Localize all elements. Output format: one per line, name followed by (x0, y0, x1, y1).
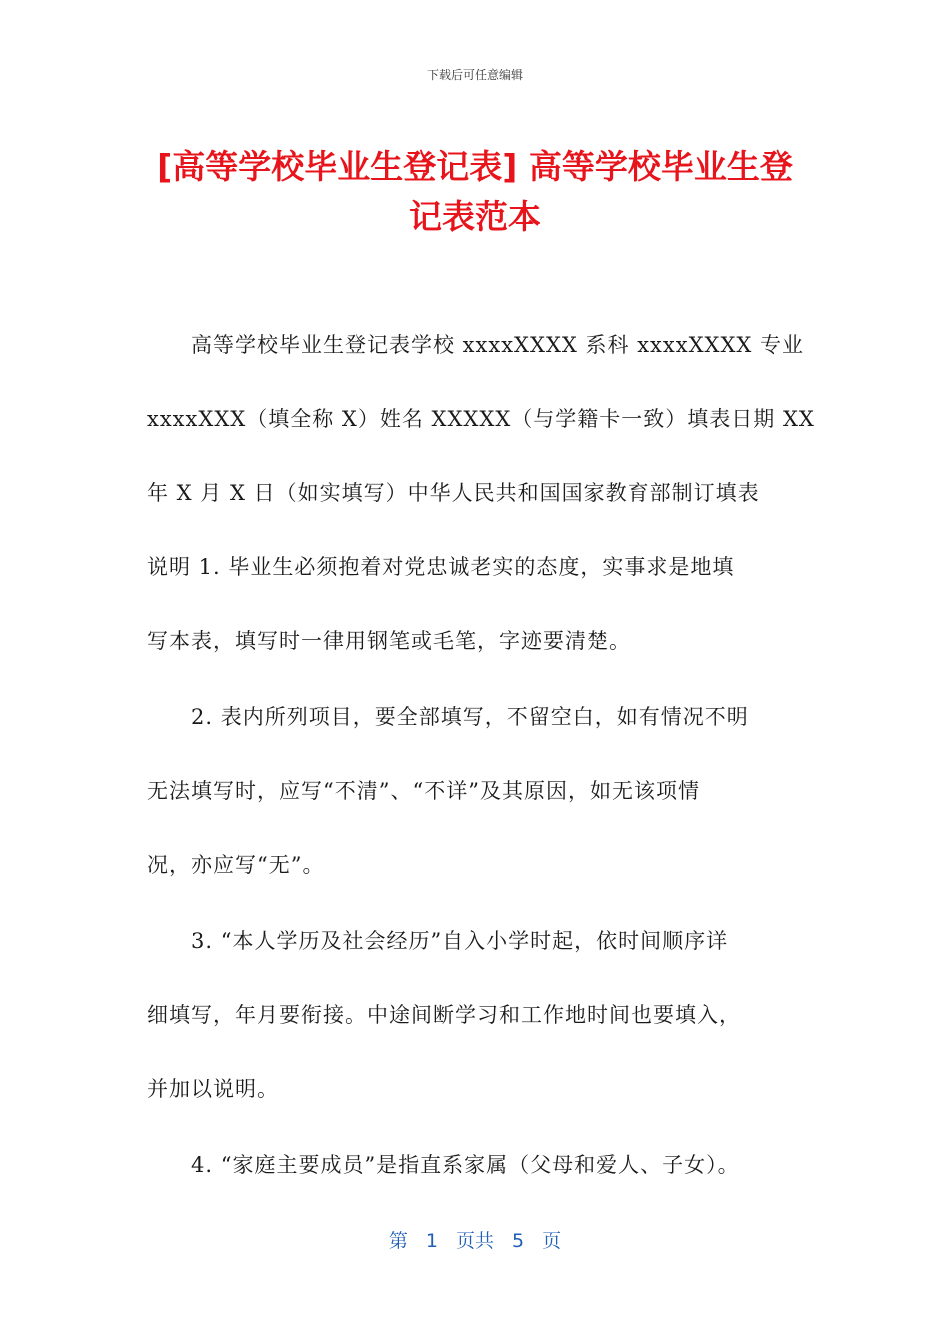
text-line: 3. “本人学历及社会经历”自入小学时起，依时间顺序详 (191, 929, 729, 953)
paragraph-4 (147, 1128, 817, 1202)
text-line: 说明 1. 毕业生必须抱着对党忠诚老实的态度，实事求是地填 (147, 555, 735, 579)
paragraph-3 (147, 904, 817, 1126)
total-pages: 5 (512, 1230, 525, 1252)
page-label-mid: 页共 (455, 1230, 494, 1252)
page-footer (0, 1226, 950, 1253)
title-line: 记表范本 (409, 197, 541, 236)
page-title (95, 142, 855, 242)
text-line: 况，亦应写“无”。 (147, 853, 325, 877)
page-label-post: 页 (542, 1230, 562, 1252)
text-line: 并加以说明。 (147, 1077, 279, 1101)
paragraph-2 (147, 680, 817, 902)
paragraph-1 (147, 308, 817, 678)
text-line: 高等学校毕业生登记表学校 xxxxXXXX 系科 xxxxXXXX 专业 (191, 333, 805, 357)
text-line: 无法填写时，应写“不清”、“不详”及其原因，如无该项情 (147, 779, 700, 803)
page-number: 1 (425, 1230, 438, 1252)
text-line: 细填写，年月要衔接。中途间断学习和工作地时间也要填入， (147, 1003, 741, 1027)
page-label-pre: 第 (388, 1230, 408, 1252)
title-line: [高等学校毕业生登记表] 高等学校毕业生登 (157, 147, 793, 186)
text-line: 年 X 月 X 日（如实填写）中华人民共和国国家教育部制订填表 (147, 481, 760, 505)
text-line: xxxxXXX（填全称 X）姓名 XXXXX（与学籍卡一致）填表日期 XX (147, 407, 815, 431)
header-note: 下载后可任意编辑 (426, 68, 523, 82)
text-line: 4. “家庭主要成员”是指直系家属（父母和爱人、子女）。 (191, 1153, 740, 1177)
text-line: 写本表，填写时一律用钢笔或毛笔，字迹要清楚。 (147, 629, 631, 653)
text-line: 2. 表内所列项目，要全部填写，不留空白，如有情况不明 (191, 705, 749, 729)
